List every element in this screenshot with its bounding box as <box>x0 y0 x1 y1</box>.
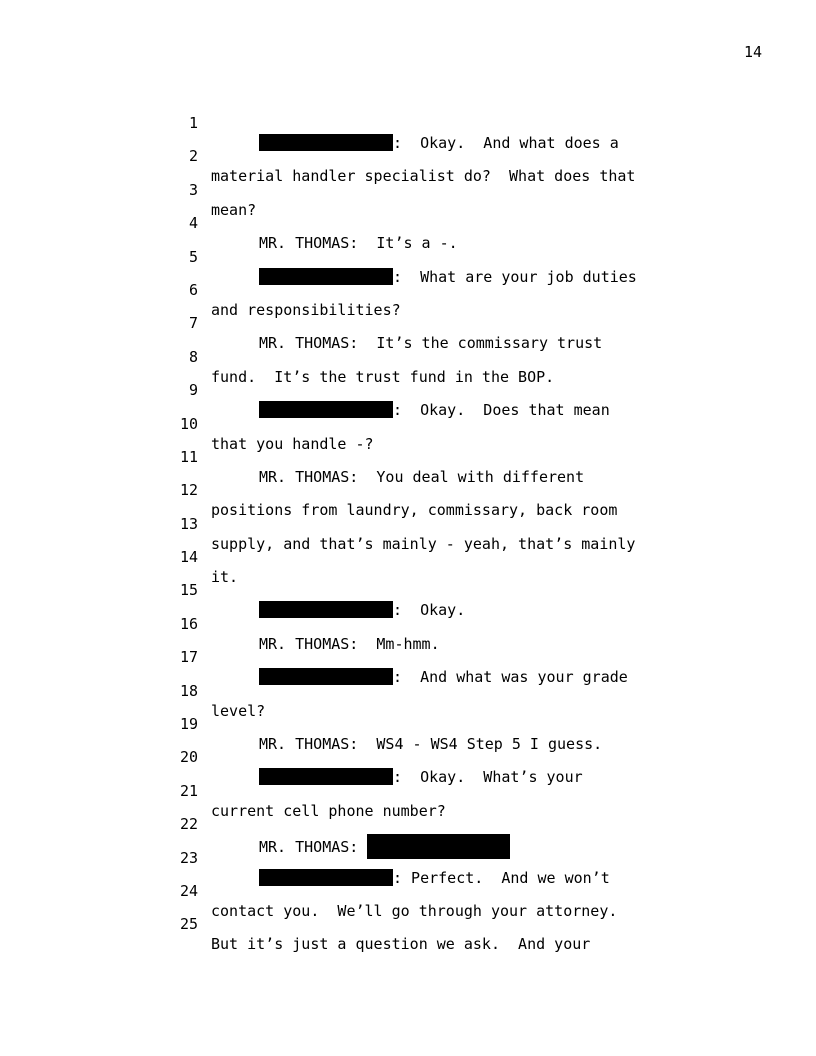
line-content: material handler specialist do? What does that <box>211 167 636 186</box>
line-number: 22 <box>180 815 199 834</box>
line-content: level? <box>211 701 266 720</box>
line-number: 5 <box>188 247 198 266</box>
line-content: contact you. We’ll go through your attorney. <box>211 901 618 920</box>
transcript-line <box>0 694 816 754</box>
line-number: 13 <box>180 514 199 533</box>
transcript-line <box>0 894 816 954</box>
line-content: : Perfect. And we won’t <box>393 868 610 887</box>
line-content: current cell phone number? <box>211 801 446 820</box>
line-content: MR. THOMAS: It’s the commissary trust <box>259 334 603 353</box>
line-number: 12 <box>180 481 199 500</box>
transcript-line <box>0 861 816 920</box>
transcript-line <box>0 661 816 720</box>
transcript-line <box>0 327 816 386</box>
line-number: 10 <box>180 414 199 433</box>
transcript-line <box>0 594 816 653</box>
line-number: 15 <box>180 581 199 600</box>
transcript-line <box>0 828 816 887</box>
line-number: 1 <box>188 114 198 132</box>
line-content: : Okay. <box>393 601 466 620</box>
transcript-line <box>0 126 816 186</box>
line-number: 20 <box>180 748 199 767</box>
line-content: fund. It’s the trust fund in the BOP. <box>211 367 555 386</box>
line-number: 6 <box>188 280 198 299</box>
transcript-line <box>0 494 816 553</box>
transcript-line <box>0 727 816 787</box>
line-number: 7 <box>188 314 198 333</box>
transcript-line <box>0 560 816 620</box>
line-number: 16 <box>180 614 199 633</box>
line-content: supply, and that’s mainly - yeah, that’s mainly <box>211 534 636 553</box>
transcript-line <box>0 627 816 687</box>
line-content: MR. THOMAS: You deal with different <box>259 467 585 486</box>
line-number: 4 <box>188 214 198 233</box>
line-content: : What are your job duties <box>393 267 637 286</box>
line-number: 3 <box>188 180 198 199</box>
line-number: 25 <box>180 915 199 934</box>
line-content: mean? <box>211 200 257 219</box>
transcript-line <box>0 527 816 587</box>
line-number: 17 <box>180 648 199 667</box>
transcript-line <box>0 761 816 820</box>
line-content: MR. THOMAS: It’s a -. <box>259 234 458 253</box>
line-content: : Okay. Does that mean <box>393 401 610 420</box>
line-number: 23 <box>180 848 199 867</box>
line-content: But it’s just a question we ask. And your <box>211 935 591 954</box>
line-content: that you handle -? <box>211 434 374 453</box>
transcript-line <box>0 794 816 857</box>
transcript-line <box>0 293 816 353</box>
line-content: : And what was your grade <box>393 668 628 687</box>
transcript-line <box>0 193 816 253</box>
page-number: 14 <box>743 43 762 61</box>
line-content: : Okay. What’s your <box>393 768 583 787</box>
transcript-line <box>0 227 816 286</box>
transcript-line <box>0 360 816 420</box>
line-number: 11 <box>180 447 199 466</box>
line-content: and responsibilities? <box>211 300 401 319</box>
transcript-line <box>0 427 816 486</box>
line-number: 9 <box>188 381 198 400</box>
line-content: : Okay. And what does a <box>393 134 619 152</box>
transcript-line <box>0 93 816 152</box>
line-number: 19 <box>180 715 199 734</box>
transcript-line <box>0 260 816 319</box>
line-number: 8 <box>188 347 198 366</box>
transcript-lines <box>0 93 816 954</box>
line-content: positions from laundry, commissary, back room <box>211 501 618 520</box>
line-content: it. <box>211 568 239 587</box>
line-content: MR. THOMAS: WS4 - WS4 Step 5 I guess. <box>259 735 603 754</box>
line-number: 2 <box>188 147 198 166</box>
transcript-line <box>0 460 816 520</box>
line-content: MR. THOMAS: Mm-hmm. <box>259 634 440 653</box>
line-number: 14 <box>180 548 199 567</box>
line-number: 18 <box>180 681 199 700</box>
transcript-line <box>0 394 816 453</box>
line-number: 21 <box>180 781 199 800</box>
line-content: MR. THOMAS: <box>259 838 368 857</box>
transcript-line <box>0 160 816 219</box>
line-number: 24 <box>180 881 199 900</box>
